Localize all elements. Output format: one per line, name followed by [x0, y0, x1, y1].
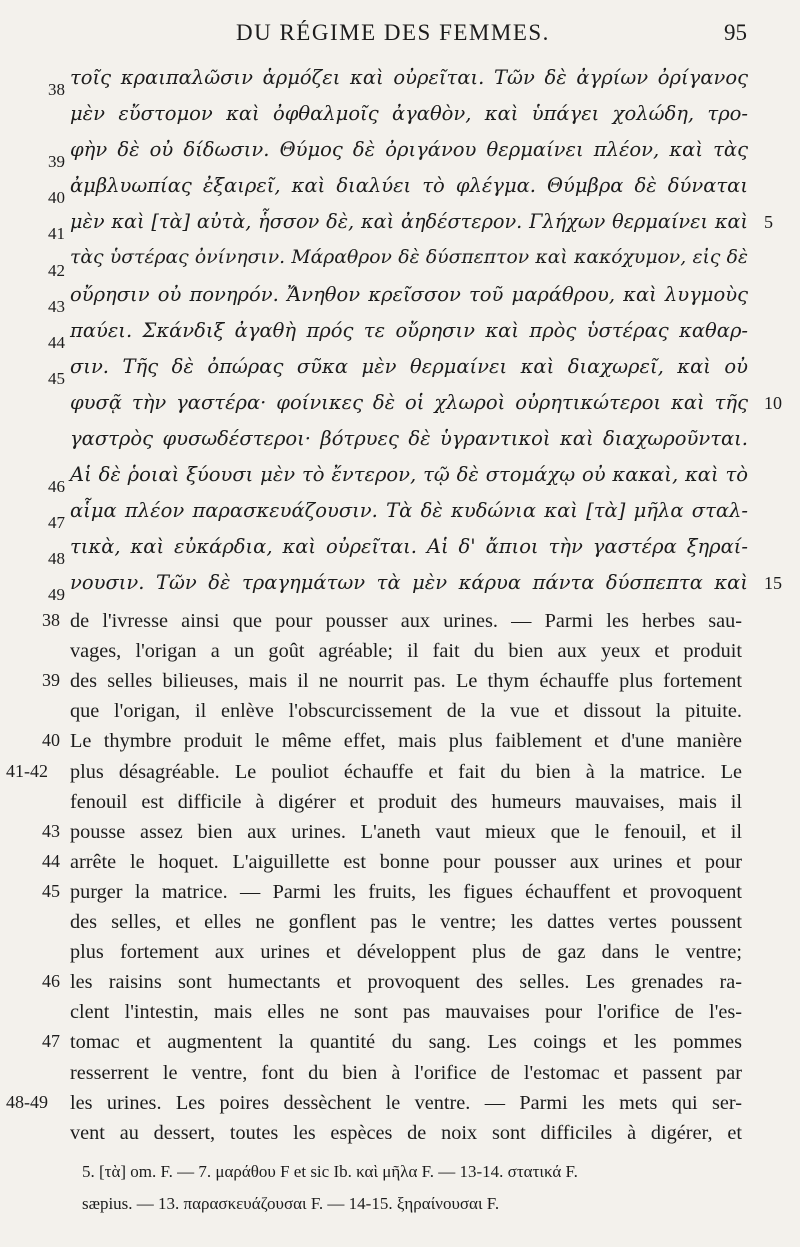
greek-line — [0, 102, 800, 138]
greek-line — [0, 463, 800, 499]
greek-line-number: 46 — [48, 477, 65, 497]
french-line-text: de l'ivresse ainsi que pour pousser aux urines. — Parmi les herbes sau- — [70, 610, 742, 632]
greek-line — [0, 391, 800, 427]
french-line-number: 45 — [42, 880, 60, 901]
greek-line-number: 39 — [48, 152, 65, 172]
french-line-number: 39 — [42, 670, 60, 691]
french-line-text: les urines. Les poires dessèchent le ventre. — Parmi les mets qui ser- — [70, 1091, 742, 1114]
greek-line-number: 47 — [48, 513, 65, 533]
greek-line-text: σιν. Τῆς δὲ ὀπώρας σῦκα μὲν θερμαίνει καὶ διαχωρεῖ, καὶ οὐ — [70, 354, 748, 378]
french-line-number: 38 — [42, 610, 60, 630]
french-line-number: 44 — [42, 850, 60, 871]
french-line-number: 47 — [42, 1031, 60, 1052]
greek-line-text: μὲν καὶ [τὰ] αὐτὰ, ἧσσον δὲ, καὶ ἀηδέστερον. Γλήχων θερμαίνει καὶ — [70, 210, 748, 234]
french-line-text: clent l'intestin, mais elles ne sont pas mauvaises pour l'orifice de l'es- — [70, 1001, 742, 1024]
greek-line-text: Αἱ δὲ ῥοιαὶ ξύουσι μὲν τὸ ἔντερον, τῷ δὲ στομάχῳ οὐ κακαὶ, καὶ τὸ — [70, 463, 748, 487]
greek-line-number: 49 — [48, 585, 65, 605]
footnote-text: sæpius. — 13. παρασκευάζουσαι F. — 14-15. ξηραίνουσαι F. — [82, 1194, 500, 1213]
page-number: 95 — [724, 20, 747, 45]
french-line-number: 40 — [42, 730, 60, 751]
greek-line-text: τὰς ὑστέρας ὀνίνησιν. Μάραθρον δὲ δύσπεπτον καὶ κακόχυμον, εἰς δὲ — [70, 246, 748, 268]
french-line-text: vent au dessert, toutes les espèces de noix sont difficiles à digérer, et — [70, 1121, 742, 1144]
running-title: DU RÉGIME DES FEMMES. — [236, 20, 550, 45]
footnote-line — [0, 1162, 800, 1198]
greek-line — [0, 66, 800, 102]
greek-line-text: ἀμβλυωπίας ἐξαιρεῖ, καὶ διαλύει τὸ φλέγμα. Θύμβρα δὲ δύναται — [70, 174, 748, 198]
greek-line-text: φὴν δὲ οὐ δίδωσιν. Θύμος δὲ ὀριγάνου θερμαίνει πλέον, καὶ τὰς — [70, 138, 748, 162]
greek-line-text: μὲν εὔστομον καὶ ὀφθαλμοῖς ἀγαθὸν, καὶ ὑπάγει χολώδη, τρο- — [70, 102, 748, 126]
french-line-text: purger la matrice. — Parmi les fruits, les figues échauffent et provoquent — [70, 880, 742, 903]
greek-line-number: 40 — [48, 188, 65, 208]
greek-line — [0, 283, 800, 319]
french-line — [0, 1122, 800, 1158]
greek-line — [0, 535, 800, 571]
greek-line-text: νουσιν. Τῶν δὲ τραγημάτων τὰ μὲν κάρυα πάντα δύσπεπτα καὶ — [70, 571, 748, 595]
french-line-number: 46 — [42, 971, 60, 992]
greek-line — [0, 499, 800, 535]
french-line-number: 48-49 — [6, 1091, 48, 1112]
french-line-text: que l'origan, il enlève l'obscurcissement de la vue et dissout la pituite. — [70, 700, 742, 723]
page-header — [0, 18, 800, 52]
french-line-text: resserrent le ventre, font du bien à l'orifice de l'estomac et passent par — [70, 1061, 742, 1084]
line-count-marker: 5 — [764, 212, 773, 233]
french-line-text: vages, l'origan a un goût agréable; il fait du bien aux yeux et produit — [70, 640, 742, 663]
greek-line-number: 45 — [48, 368, 65, 388]
line-count-marker: 10 — [764, 392, 782, 413]
greek-line — [0, 355, 800, 391]
french-line-text: arrête le hoquet. L'aiguillette est bonne pour pousser aux urines et pour — [70, 850, 742, 873]
greek-line-number: 44 — [48, 332, 65, 352]
greek-line-text: τοῖς κραιπαλῶσιν ἁρμόζει καὶ οὐρεῖται. Τῶν δὲ ἀγρίων ὀρίγανος — [70, 66, 748, 89]
greek-line-number: 48 — [48, 549, 65, 569]
french-line-text: pousse assez bien aux urines. L'aneth vaut mieux que le fenouil, et il — [70, 820, 742, 843]
footnote-line — [0, 1194, 800, 1230]
french-line-text: les raisins sont humectants et provoquent des selles. Les grenades ra- — [70, 971, 742, 994]
greek-line-text: οὔρησιν οὐ πονηρόν. Ἄνηθον κρεῖσσον τοῦ μαράθρου, καὶ λυγμοὺς — [70, 282, 748, 306]
greek-line — [0, 571, 800, 607]
french-line-text: Le thymbre produit le même effet, mais plus faiblement et d'une manière — [70, 730, 742, 753]
french-line-text: plus fortement aux urines et développent plus de gaz dans le ventre; — [70, 941, 742, 964]
line-count-marker: 15 — [764, 573, 782, 594]
footnote-text: 5. [τὰ] om. F. — 7. μαράθου F et sic Ib. καὶ μῆλα F. — 13-14. στατικά F. — [82, 1162, 578, 1181]
greek-line-number: 38 — [48, 80, 65, 99]
french-line-text: des selles bilieuses, mais il ne nourrit pas. Le thym échauffe plus fortement — [70, 670, 742, 693]
greek-line — [0, 319, 800, 355]
greek-line-number: 41 — [48, 224, 65, 244]
greek-line-text: φυσᾷ τὴν γαστέρα· φοίνικες δὲ οἱ χλωροὶ οὐρητικώτεροι καὶ τῆς — [70, 390, 748, 414]
greek-line — [0, 138, 800, 174]
french-line-text: fenouil est difficile à digérer et produit des humeurs mauvaises, mais il — [70, 790, 742, 813]
greek-line-text: παύει. Σκάνδιξ ἀγαθὴ πρός τε οὔρησιν καὶ πρὸς ὑστέρας καθαρ- — [70, 318, 748, 342]
french-line-number: 41-42 — [6, 760, 48, 781]
french-line-text: des selles, et elles ne gonflent pas le ventre; les dattes vertes poussent — [70, 911, 742, 933]
greek-line — [0, 247, 800, 283]
french-line-text: tomac et augmentent la quantité du sang. Les coings et les pommes — [70, 1031, 742, 1054]
greek-line — [0, 174, 800, 210]
greek-line-number: 43 — [48, 296, 65, 316]
greek-line — [0, 427, 800, 463]
french-line-text: plus désagréable. Le pouliot échauffe et fait du bien à la matrice. Le — [70, 760, 742, 783]
greek-line-text: τικὰ, καὶ εὐκάρδια, καὶ οὐρεῖται. Αἱ δ' ἄπιοι τὴν γαστέρα ξηραί- — [70, 535, 748, 559]
french-line-number: 43 — [42, 820, 60, 841]
greek-line — [0, 210, 800, 246]
greek-line-text: γαστρὸς φυσωδέστεροι· βότρυες δὲ ὑγραντικοὶ καὶ διαχωροῦνται. — [70, 427, 748, 450]
greek-line-number: 42 — [48, 260, 65, 280]
greek-line-text: αἷμα πλέον παρασκευάζουσιν. Τὰ δὲ κυδώνια καὶ [τὰ] μῆλα σταλ- — [70, 499, 748, 523]
